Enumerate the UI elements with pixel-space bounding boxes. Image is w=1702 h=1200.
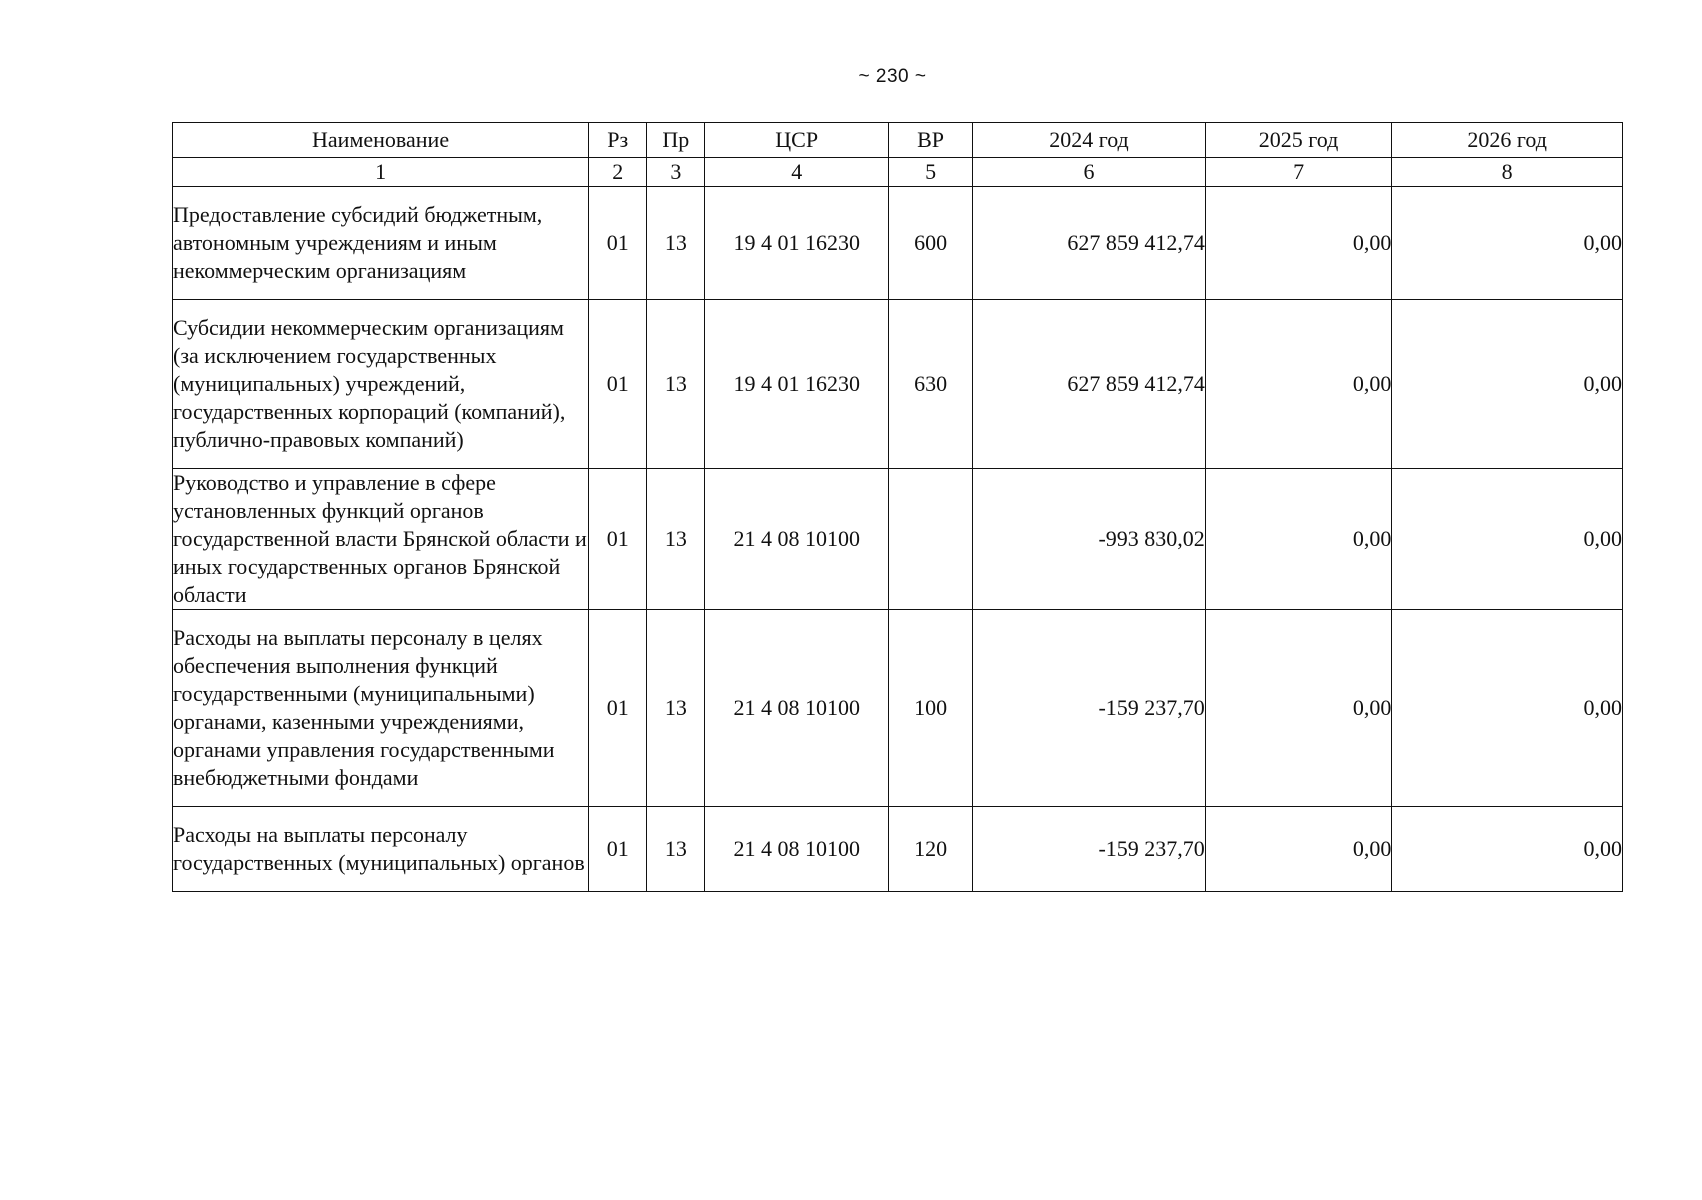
column-number: 6 <box>973 158 1206 187</box>
column-number: 7 <box>1205 158 1392 187</box>
header-row <box>173 123 1623 158</box>
cell-rz: 01 <box>589 807 647 892</box>
cell-rz: 01 <box>589 187 647 300</box>
cell-vr: 600 <box>888 187 972 300</box>
cell-2025: 0,00 <box>1205 807 1392 892</box>
cell-name: Расходы на выплаты персоналу государственных (муниципальных) органов <box>173 807 589 892</box>
cell-csr: 21 4 08 10100 <box>705 807 889 892</box>
cell-2026: 0,00 <box>1392 187 1623 300</box>
header-vr: ВР <box>888 123 972 158</box>
cell-vr <box>888 469 972 610</box>
cell-rz: 01 <box>589 610 647 807</box>
cell-csr: 19 4 01 16230 <box>705 300 889 469</box>
header-rz: Рз <box>589 123 647 158</box>
cell-2024: 627 859 412,74 <box>973 187 1206 300</box>
cell-name: Предоставление субсидий бюджетным, автономным учреждениям и иным некоммерческим организациям <box>173 187 589 300</box>
cell-pr: 13 <box>647 187 705 300</box>
cell-pr: 13 <box>647 807 705 892</box>
table-row <box>173 807 1623 892</box>
header-name: Наименование <box>173 123 589 158</box>
cell-name: Субсидии некоммерческим организациям (за исключением государственных (муниципальных) учреждений, государственных корпораций (компаний), публично-правовых компаний) <box>173 300 589 469</box>
column-number: 4 <box>705 158 889 187</box>
cell-2024: 627 859 412,74 <box>973 300 1206 469</box>
cell-vr: 100 <box>888 610 972 807</box>
header-2025: 2025 год <box>1205 123 1392 158</box>
cell-rz: 01 <box>589 300 647 469</box>
column-number: 2 <box>589 158 647 187</box>
table-row <box>173 469 1623 610</box>
cell-2025: 0,00 <box>1205 610 1392 807</box>
table-row <box>173 610 1623 807</box>
cell-rz: 01 <box>589 469 647 610</box>
cell-2026: 0,00 <box>1392 300 1623 469</box>
cell-vr: 630 <box>888 300 972 469</box>
cell-2026: 0,00 <box>1392 807 1623 892</box>
cell-name: Руководство и управление в сфере установленных функций органов государственной власти Брянской области и иных государственных органов Брянской области <box>173 469 589 610</box>
table-row <box>173 187 1623 300</box>
cell-2024: -993 830,02 <box>973 469 1206 610</box>
column-number-row <box>173 158 1623 187</box>
column-number: 1 <box>173 158 589 187</box>
cell-2026: 0,00 <box>1392 610 1623 807</box>
cell-2026: 0,00 <box>1392 469 1623 610</box>
budget-table <box>172 122 1623 892</box>
cell-pr: 13 <box>647 300 705 469</box>
cell-pr: 13 <box>647 610 705 807</box>
header-csr: ЦСР <box>705 123 889 158</box>
cell-csr: 21 4 08 10100 <box>705 610 889 807</box>
cell-2025: 0,00 <box>1205 469 1392 610</box>
table-row <box>173 300 1623 469</box>
cell-csr: 21 4 08 10100 <box>705 469 889 610</box>
cell-vr: 120 <box>888 807 972 892</box>
header-pr: Пр <box>647 123 705 158</box>
cell-pr: 13 <box>647 469 705 610</box>
column-number: 8 <box>1392 158 1623 187</box>
cell-csr: 19 4 01 16230 <box>705 187 889 300</box>
cell-2024: -159 237,70 <box>973 807 1206 892</box>
cell-2025: 0,00 <box>1205 187 1392 300</box>
header-2026: 2026 год <box>1392 123 1623 158</box>
column-number: 5 <box>888 158 972 187</box>
cell-2024: -159 237,70 <box>973 610 1206 807</box>
header-2024: 2024 год <box>973 123 1206 158</box>
cell-name: Расходы на выплаты персоналу в целях обеспечения выполнения функций государственными (муниципальными) органами, казенными учреждениями, органами управления государственными внебюджетными фондами <box>173 610 589 807</box>
cell-2025: 0,00 <box>1205 300 1392 469</box>
page-number: ~ 230 ~ <box>858 66 927 87</box>
column-number: 3 <box>647 158 705 187</box>
